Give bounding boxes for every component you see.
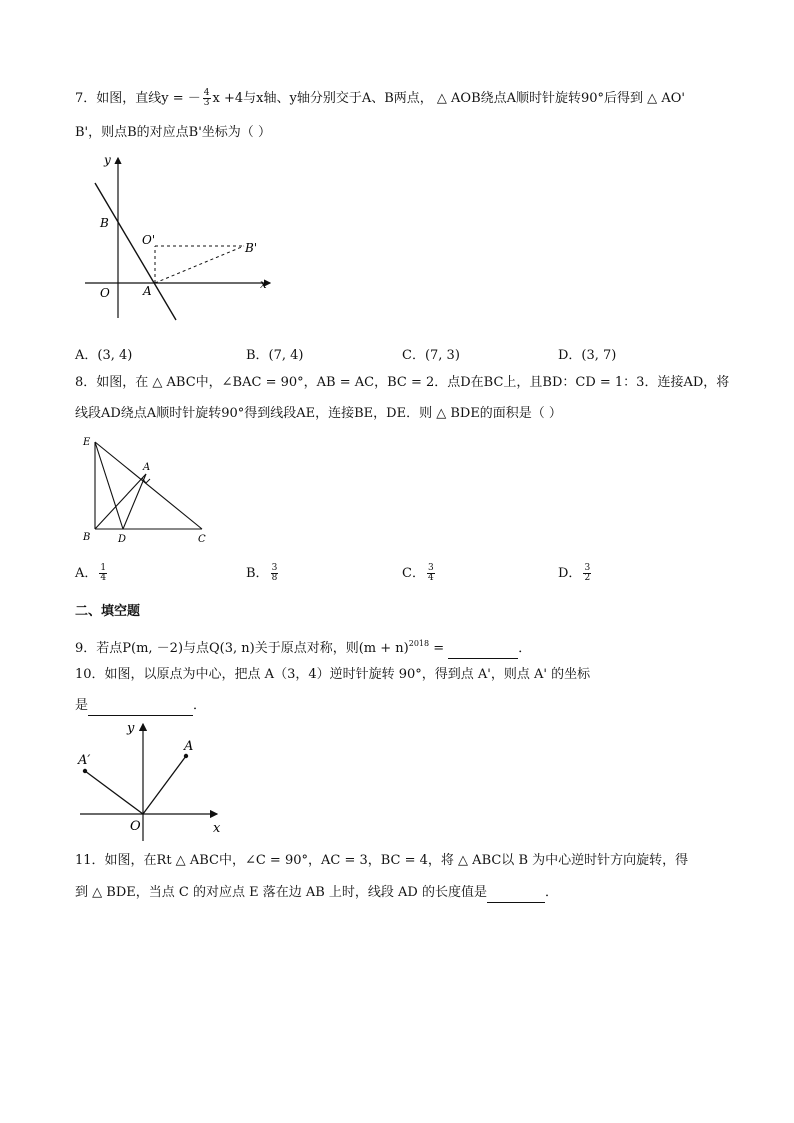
q7-label-b: B: [100, 216, 109, 230]
q8-option-b-fraction: [271, 564, 279, 583]
q7-stem-line2: B'，则点B的对应点B'坐标为（ ）: [75, 125, 271, 140]
q9-stem: [75, 635, 531, 659]
q11-stem-part2: 到 △ BDE，当点 C 的对应点 E 落在边 AB 上时，线段 AD 的长度值是: [75, 885, 487, 900]
q7-option-b[interactable]: B．(7, 4): [246, 348, 304, 363]
q10-label-a1: A′: [78, 753, 91, 768]
q8-option-a-label: A．: [75, 566, 98, 581]
q8-option-c[interactable]: [402, 562, 437, 583]
q8-figure: [80, 432, 215, 547]
q8-option-a-num: 1: [100, 563, 107, 573]
q9-answer-blank[interactable]: [448, 640, 518, 659]
q7-label-y: y: [104, 153, 111, 167]
q9-stem-end: ．: [518, 641, 532, 656]
q10-point-a: [184, 754, 188, 758]
q9-stem-part1: 9．若点P(m, －2)与点Q(3, n)关于原点对称，则(m + n): [75, 641, 409, 656]
q9-exponent: 2018: [408, 639, 430, 648]
q7-frac-den: 3: [203, 98, 210, 108]
q7-dashed-ab1: [155, 246, 244, 283]
q7-label-o1: O': [142, 233, 156, 247]
q8-option-a-den: 4: [100, 573, 107, 583]
q7-fraction: [203, 89, 211, 108]
q7-stem-part2: x +4与x轴、y轴分别交于A、B两点， △ AOB绕点A顺时针旋转90°后得到 △ AO': [212, 91, 685, 106]
q11-stem-end: ．: [544, 885, 558, 900]
section-fill-in-heading: 二、填空题: [75, 604, 141, 619]
q8-option-d-num: 3: [584, 563, 591, 573]
q7-option-c[interactable]: C．(7, 3): [402, 348, 460, 363]
q10-stem-line1: 10．如图，以原点为中心，把点 A（3，4）逆时针旋转 90°，得到点 A'，则点 A' 的坐标: [75, 667, 591, 682]
q8-option-b[interactable]: [246, 562, 280, 583]
q8-stem-line1: 8．如图，在 △ ABC中，∠BAC = 90°，AB = AC，BC = 2．点D在BC上，且BD：CD = 1：3．连接AD，将: [75, 375, 730, 390]
q8-segment-ed: [95, 442, 123, 529]
q8-label-a: A: [143, 462, 151, 473]
q8-option-a-fraction: [99, 564, 107, 583]
q8-option-c-fraction: [427, 564, 435, 583]
q7-label-x: x: [260, 277, 267, 291]
q8-option-b-num: 3: [271, 563, 278, 573]
q10-segment-oa: [143, 756, 186, 814]
q7-stem-line1: [75, 89, 685, 108]
q10-label-o: O: [130, 819, 141, 834]
q7-label-a: A: [143, 284, 152, 298]
q8-label-d: D: [118, 534, 127, 545]
q10-answer-blank[interactable]: [88, 697, 193, 716]
q8-label-b: B: [83, 532, 91, 543]
q11-answer-blank[interactable]: [487, 884, 545, 903]
q10-point-a1: [83, 769, 87, 773]
q8-option-c-label: C．: [402, 566, 425, 581]
q7-option-a[interactable]: A．(3, 4): [75, 348, 133, 363]
q8-option-d-label: D．: [558, 566, 582, 581]
q11-stem-line2: [75, 884, 558, 903]
q8-option-d[interactable]: [558, 562, 593, 583]
q8-option-b-label: B．: [246, 566, 269, 581]
q7-figure: [80, 150, 280, 325]
q10-stem-end: ．: [193, 698, 207, 713]
q9-stem-part2: =: [429, 641, 449, 656]
q8-option-d-fraction: [583, 564, 591, 583]
q8-option-b-den: 8: [271, 573, 278, 583]
q7-stem-part1: 7．如图，直线y = －: [75, 91, 201, 106]
q7-label-b1: B': [245, 241, 258, 255]
q7-frac-num: 4: [203, 88, 210, 98]
q10-stem-line2: [75, 697, 206, 716]
q8-label-e: E: [83, 437, 91, 448]
q7-option-d[interactable]: D．(3, 7): [558, 348, 617, 363]
q8-segment-ec: [95, 442, 202, 529]
q8-option-a[interactable]: [75, 562, 109, 583]
q10-label-x: x: [213, 821, 221, 836]
q10-label-a: A: [184, 739, 194, 754]
q8-stem-line2: 线段AD绕点A顺时针旋转90°得到线段AE，连接BE，DE．则 △ BDE的面积是（ ）: [75, 406, 562, 421]
q8-segment-da: [123, 474, 146, 529]
q7-label-o: O: [100, 286, 110, 300]
q8-option-c-num: 3: [427, 563, 434, 573]
q10-segment-oa1: [85, 771, 143, 814]
q10-stem-part2: 是: [75, 698, 89, 713]
q11-stem-line1: 11．如图，在Rt △ ABC中，∠C = 90°，AC = 3，BC = 4，将 △ ABC以 B 为中心逆时针方向旋转，得: [75, 853, 689, 868]
q8-label-c: C: [198, 534, 206, 545]
q10-figure: [75, 716, 235, 841]
q8-option-c-den: 4: [427, 573, 434, 583]
q8-option-d-den: 2: [584, 573, 591, 583]
q10-label-y: y: [127, 721, 135, 736]
